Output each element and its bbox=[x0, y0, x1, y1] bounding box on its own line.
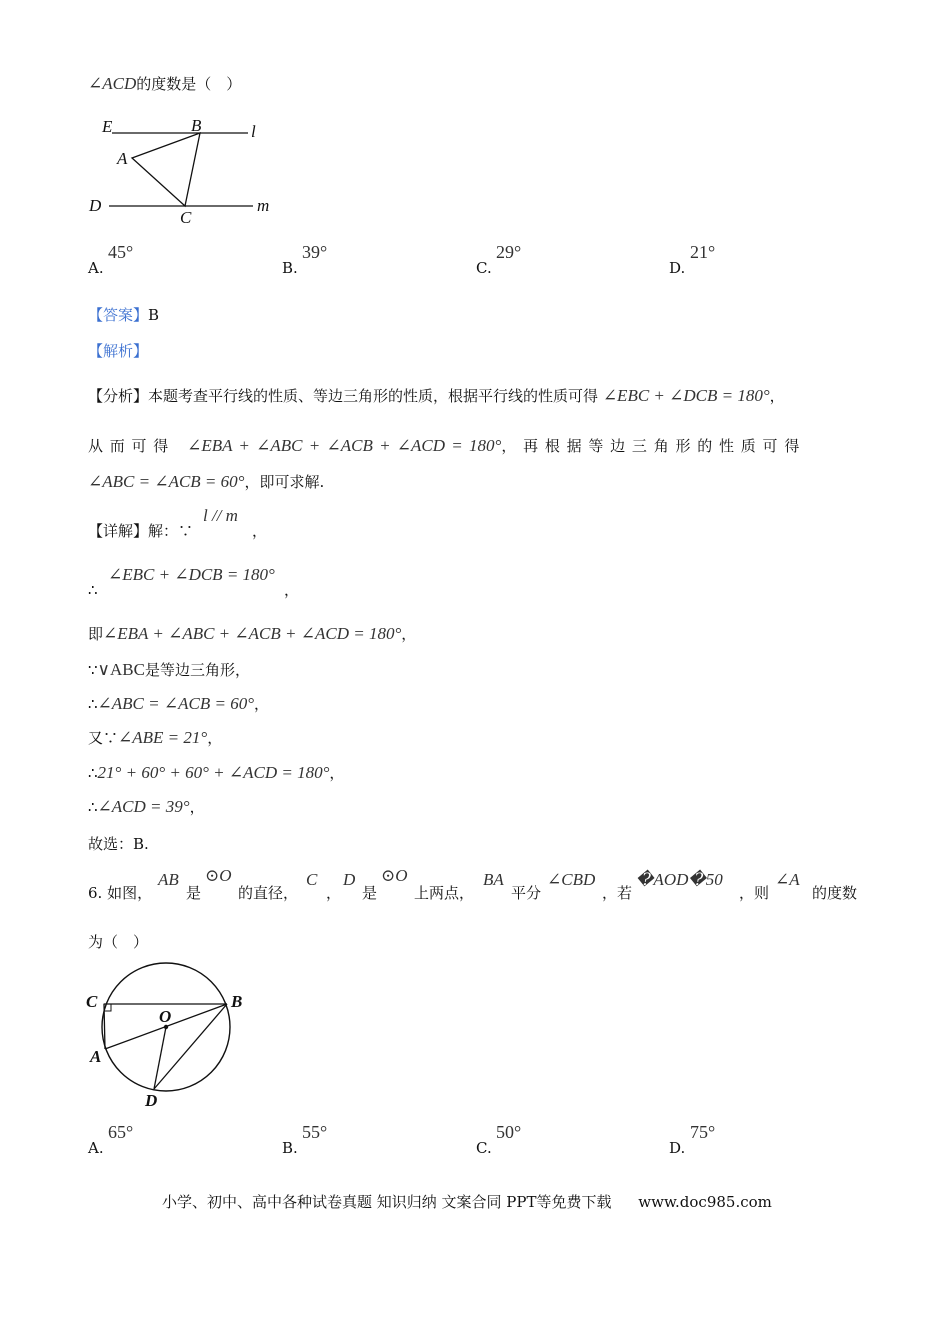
fenxi-comma: ， bbox=[769, 387, 785, 405]
detail-comma: ， bbox=[252, 522, 268, 540]
triangle-abc bbox=[132, 133, 200, 206]
step3 bbox=[88, 660, 250, 680]
step6-prefix: ∴ bbox=[88, 764, 98, 782]
footer-url[interactable]: www.doc985.com bbox=[638, 1193, 772, 1211]
q5-option-d[interactable] bbox=[669, 258, 685, 277]
fenxi-math: ∠EBC + ∠DCB = 180° bbox=[602, 386, 770, 405]
step7-prefix: ∴ bbox=[88, 798, 98, 816]
step2 bbox=[88, 624, 416, 644]
q6-math-angle-a: ∠A bbox=[775, 870, 800, 889]
q6-text-1: 是 bbox=[186, 884, 202, 902]
fenxi-line bbox=[88, 386, 785, 406]
q5-stem-text: 的度数是（ ） bbox=[136, 75, 242, 93]
fenxi-line3-text: ，即可求解. bbox=[244, 473, 325, 491]
step7-math: ∠ACD = 39° bbox=[97, 797, 190, 816]
footer-text: 小学、初中、高中各种试卷真题 知识归纳 文案合同 PPT等免费下载 bbox=[162, 1193, 612, 1211]
step3-prefix: ∵ bbox=[88, 661, 98, 679]
q5-stem bbox=[88, 74, 241, 94]
label-B: B bbox=[191, 116, 202, 135]
step6 bbox=[88, 763, 344, 783]
option-letter: A. bbox=[88, 1139, 104, 1157]
label-D: D bbox=[89, 196, 102, 215]
option-letter: D. bbox=[669, 1139, 686, 1157]
q5-option-c[interactable] bbox=[476, 258, 492, 277]
step7-comma: ， bbox=[189, 798, 205, 816]
fenxi-line2-math: ∠EBA + ∠ABC + ∠ACB + ∠ACD = 180° bbox=[187, 436, 502, 455]
q6-text-8: ，则 bbox=[739, 884, 770, 902]
q5-option-a-value: 45° bbox=[108, 242, 134, 262]
label-E: E bbox=[102, 117, 113, 136]
detail-math: l // m bbox=[203, 506, 238, 525]
q5-option-b-value: 39° bbox=[302, 242, 328, 262]
step1-math: ∠EBC + ∠DCB = 180° bbox=[108, 565, 275, 584]
fenxi-line2-a: 从 而 可 得 bbox=[88, 437, 169, 455]
q6-text-7: ，若 bbox=[602, 884, 633, 902]
q5-figure bbox=[85, 112, 280, 230]
footer bbox=[162, 1191, 772, 1212]
q6-math-circle-o: ⊙O bbox=[205, 866, 232, 885]
q6-math-cbd: ∠CBD bbox=[547, 870, 596, 889]
option-letter: B. bbox=[282, 1139, 298, 1157]
step2-prefix: 即 bbox=[88, 625, 104, 643]
option-letter: C. bbox=[476, 259, 492, 277]
step5-comma: ， bbox=[207, 729, 223, 747]
step4-comma: ， bbox=[254, 695, 270, 713]
q6-option-a[interactable] bbox=[88, 1138, 104, 1157]
fenxi-tag: 【分析】 bbox=[88, 387, 149, 405]
segment-od bbox=[154, 1027, 166, 1089]
q6-math-aod: �AOD�50 bbox=[636, 870, 723, 889]
fenxi-text: 本题考查平行线的性质、等边三角形的性质，根据平行线的性质可得 bbox=[148, 387, 599, 405]
detail-tag: 【详解】 bbox=[88, 522, 149, 540]
q6-text-9: 的度数 bbox=[812, 884, 858, 902]
q6-math-ba: BA bbox=[483, 870, 504, 889]
q6-number: 6. 如图， bbox=[88, 884, 153, 902]
q6-math-circle-o-2: ⊙O bbox=[381, 866, 408, 885]
q6-math-c: C bbox=[306, 870, 318, 889]
option-letter: C. bbox=[476, 1139, 492, 1157]
q6-option-b-value: 55° bbox=[302, 1122, 328, 1142]
q6-text-10: 为（ ） bbox=[88, 933, 149, 951]
fenxi-line3-math: ∠ABC = ∠ACB = 60° bbox=[88, 472, 245, 491]
step3-math: ∨ABC bbox=[97, 660, 145, 679]
analysis-tag: 【解析】 bbox=[88, 342, 149, 360]
label-O: O bbox=[159, 1007, 172, 1026]
q5-option-a[interactable] bbox=[88, 258, 104, 277]
q6-option-d[interactable] bbox=[669, 1138, 685, 1157]
label-l: l bbox=[251, 122, 256, 141]
q6-text-4: 是 bbox=[362, 884, 378, 902]
label-B: B bbox=[231, 992, 243, 1011]
label-D: D bbox=[145, 1091, 158, 1110]
q6-math-d: D bbox=[343, 870, 356, 889]
q5-option-b[interactable] bbox=[282, 258, 298, 277]
q6-text-3: ， bbox=[326, 884, 342, 902]
q6-text-5: 上两点， bbox=[414, 884, 475, 902]
q6-option-b[interactable] bbox=[282, 1138, 298, 1157]
q5-stem-math: ∠ACD bbox=[88, 74, 137, 93]
q6-option-c-value: 50° bbox=[496, 1122, 522, 1142]
answer-value: B bbox=[148, 306, 160, 324]
step5-prefix: 又∵ bbox=[88, 729, 119, 747]
step5-math: ∠ABE = 21° bbox=[118, 728, 208, 747]
step6-comma: ， bbox=[329, 764, 345, 782]
q5-option-d-value: 21° bbox=[690, 242, 716, 262]
detail-text: 解：∵ bbox=[148, 522, 194, 540]
q6-option-a-value: 65° bbox=[108, 1122, 134, 1142]
option-letter: A. bbox=[88, 259, 104, 277]
q6-option-d-value: 75° bbox=[690, 1122, 716, 1142]
step2-math: ∠EBA + ∠ABC + ∠ACB + ∠ACD = 180° bbox=[103, 624, 402, 643]
step3-text: 是等边三角形， bbox=[144, 661, 250, 679]
q5-option-c-value: 29° bbox=[496, 242, 522, 262]
fenxi-line-2 bbox=[88, 436, 799, 456]
label-A: A bbox=[117, 149, 128, 168]
answer-tag: 【答案】 bbox=[88, 306, 149, 324]
fenxi-line2-b: ， 再 根 据 等 边 三 角 形 的 性 质 可 得 bbox=[501, 437, 800, 455]
q6-text-2: 的直径， bbox=[238, 884, 299, 902]
conclusion: 故选：B. bbox=[88, 835, 149, 853]
option-letter: D. bbox=[669, 259, 686, 277]
therefore-symbol: ∴ bbox=[88, 581, 98, 599]
step4-math: ∠ABC = ∠ACB = 60° bbox=[97, 694, 254, 713]
step2-comma: ， bbox=[401, 625, 417, 643]
step6-math: 21° + 60° + 60° + ∠ACD = 180° bbox=[97, 763, 330, 782]
answer-line bbox=[88, 305, 159, 325]
fenxi-line-3 bbox=[88, 472, 324, 492]
label-C: C bbox=[86, 992, 98, 1011]
step5 bbox=[88, 728, 222, 748]
step4 bbox=[88, 694, 269, 714]
q6-math-ab: AB bbox=[158, 870, 179, 889]
label-C: C bbox=[180, 208, 192, 227]
step4-prefix: ∴ bbox=[88, 695, 98, 713]
label-A: A bbox=[90, 1047, 102, 1066]
q6-text-6: 平分 bbox=[511, 884, 542, 902]
q6-figure bbox=[84, 960, 254, 1112]
option-letter: B. bbox=[282, 259, 298, 277]
step1-comma: ， bbox=[284, 581, 300, 599]
detail-line bbox=[88, 521, 193, 541]
step7 bbox=[88, 797, 205, 817]
q6-option-c[interactable] bbox=[476, 1138, 492, 1157]
label-m: m bbox=[257, 196, 270, 215]
